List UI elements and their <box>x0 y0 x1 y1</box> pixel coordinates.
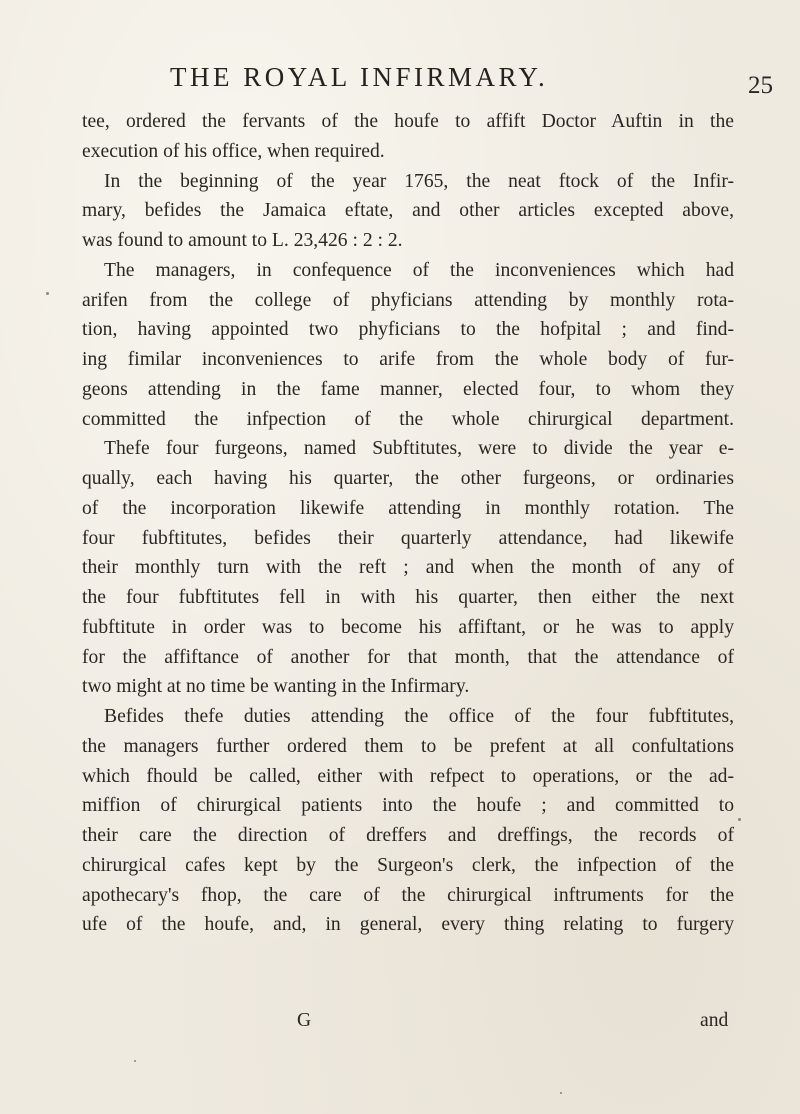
text-line: apothecary's fhop, the care of the chirurgical inftruments for the <box>82 884 734 906</box>
text-line: Thefe four furgeons, named Subftitutes, were to divide the year e- <box>104 438 734 460</box>
text-line: the four fubftitutes fell in with his quarter, then either the next <box>82 587 734 608</box>
text-line: In the beginning of the year 1765, the neat ftock of the Infir- <box>104 170 734 192</box>
text-line: execution of his office, when required. <box>82 140 385 162</box>
text-line: The managers, in confequence of the inconveniences which had <box>104 259 734 281</box>
text-line: was found to amount to L. 23,426 : 2 : 2. <box>82 230 403 251</box>
text-line: geons attending in the fame manner, elected four, to whom they <box>82 378 734 400</box>
text-line: of the incorporation likewife attending in monthly rotation. The <box>82 497 734 519</box>
text-line: their monthly turn with the reft ; and when the month of any of <box>82 557 734 579</box>
text-line: arifen from the college of phyficians attending by monthly rota- <box>82 289 734 311</box>
text-line: two might at no time be wanting in the Infirmary. <box>82 676 470 698</box>
paper-speck <box>134 1060 136 1062</box>
text-line: which fhould be called, either with refpect to operations, or the ad- <box>82 765 734 787</box>
text-line: their care the direction of dreffers and dreffings, the records of <box>82 825 734 846</box>
text-line: the managers further ordered them to be prefent at all confultations <box>82 735 734 757</box>
text-line: tee, ordered the fervants of the houfe to affift Doctor Auftin in the <box>82 111 734 132</box>
signature-mark: G <box>297 1010 312 1031</box>
text-line: tion, having appointed two phyficians to the hofpital ; and find- <box>82 319 734 341</box>
text-line: fubftitute in order was to become his affiftant, or he was to apply <box>82 616 734 638</box>
body-text <box>82 107 734 940</box>
text-line: ufe of the houfe, and, in general, every thing relating to furgery <box>82 914 734 936</box>
text-line: committed the infpection of the whole chirurgical department. <box>82 408 734 430</box>
text-line: miffion of chirurgical patients into the houfe ; and committed to <box>82 795 734 817</box>
text-line: Befides thefe duties attending the office of the four fubftitutes, <box>104 706 734 727</box>
text-line: ing fimilar inconveniences to arife from the whole body of fur- <box>82 349 734 370</box>
text-line: chirurgical cafes kept by the Surgeon's clerk, the infpection of the <box>82 854 734 876</box>
paper-speck <box>46 292 49 295</box>
text-line: for the affiftance of another for that month, that the attendance of <box>82 646 734 668</box>
text-line: qually, each having his quarter, the other furgeons, or ordinaries <box>82 468 734 489</box>
catchword: and <box>700 1010 729 1031</box>
paper-speck <box>738 818 741 821</box>
running-head: THE ROYAL INFIRMARY. <box>170 62 549 92</box>
page-number: 25 <box>748 72 773 99</box>
paper-speck <box>560 1092 562 1094</box>
text-line: four fubftitutes, befides their quarterly attendance, had likewife <box>82 527 734 549</box>
text-line: mary, befides the Jamaica eftate, and other articles excepted above, <box>82 200 734 222</box>
